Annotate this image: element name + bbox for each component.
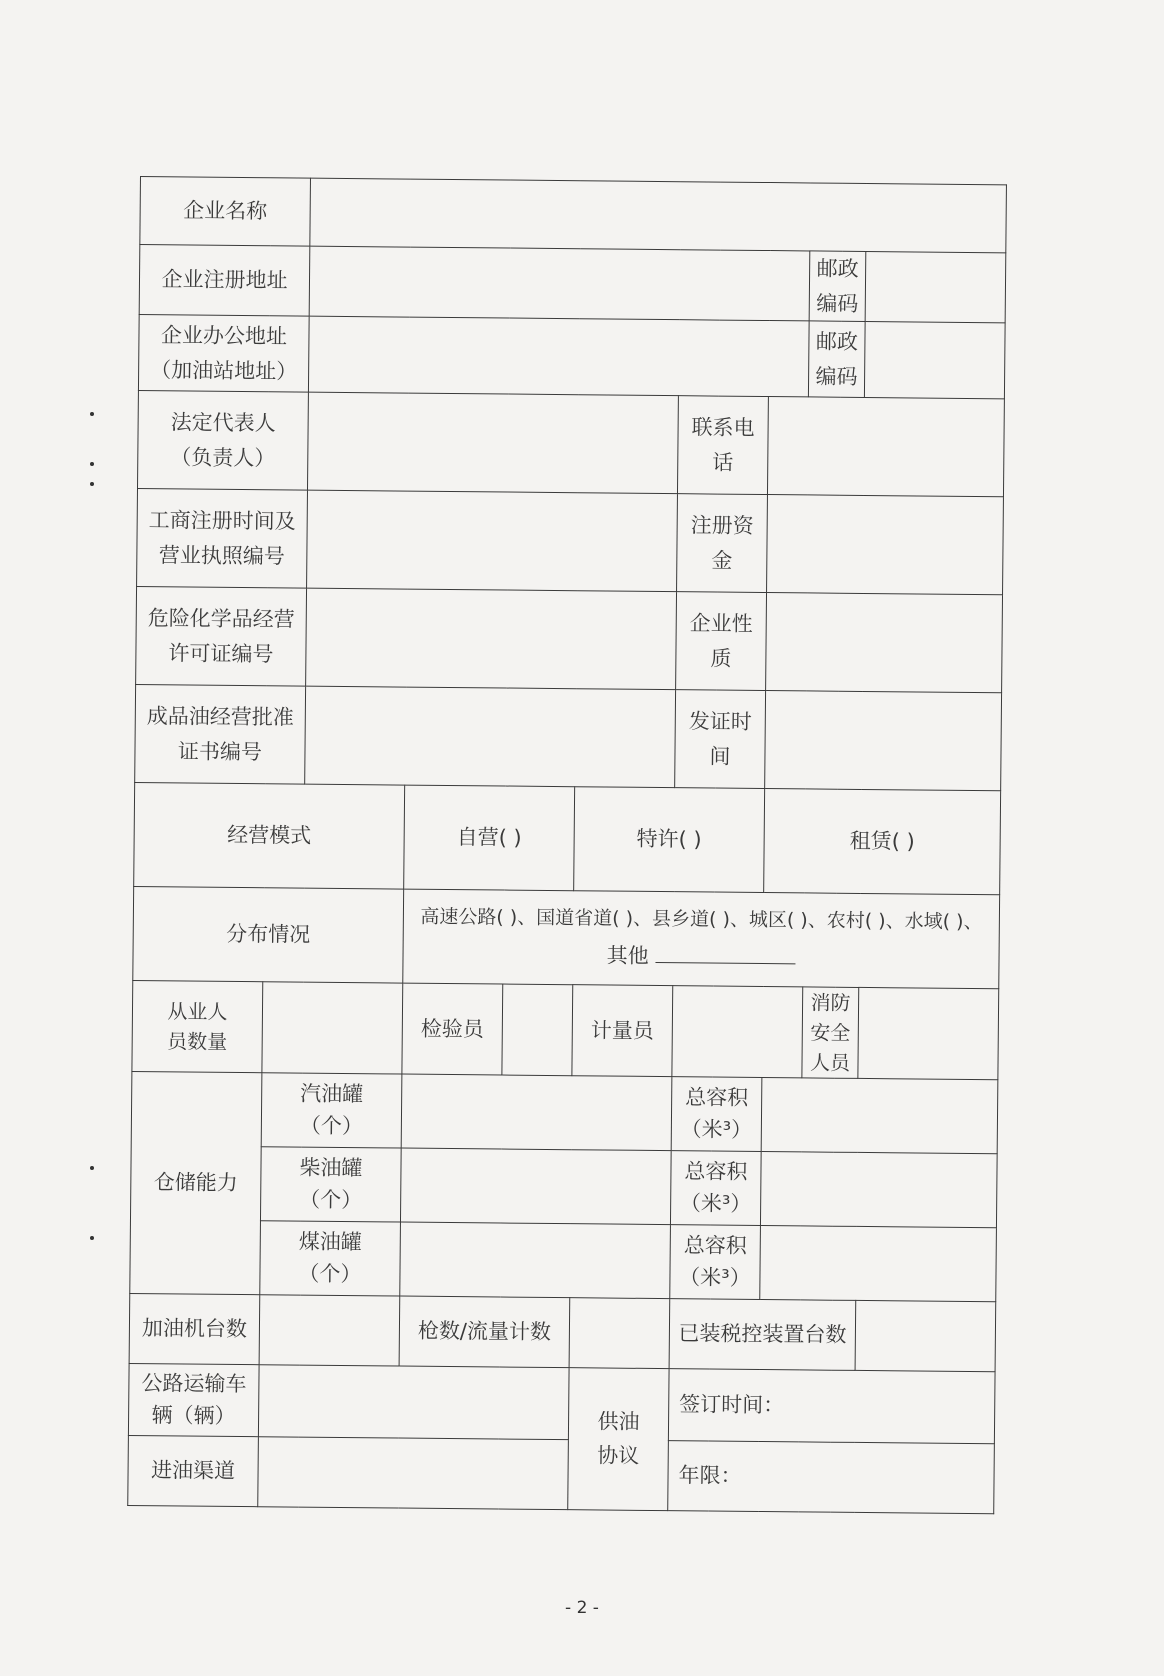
row-storage-kerosene — [130, 1220, 997, 1302]
field-gasoline-volume[interactable] — [761, 1078, 998, 1154]
field-contact-phone[interactable] — [767, 397, 1004, 497]
label-oil-cert — [135, 685, 306, 785]
field-kerosene-volume[interactable] — [760, 1226, 997, 1302]
label-dispensers: 加油机台数 — [129, 1294, 260, 1365]
field-distribution[interactable] — [403, 889, 1000, 989]
label-legal-rep — [137, 391, 308, 491]
label-kerosene-tank — [260, 1221, 401, 1296]
row-office-address — [138, 315, 1005, 399]
label-diesel-volume-unit: （米³） — [679, 1191, 752, 1216]
label-kerosene-volume — [670, 1225, 761, 1300]
label-oil-cert-line1: 成品油经营批准 — [146, 704, 294, 730]
label-vehicles-line2: 辆（辆） — [151, 1402, 236, 1428]
row-legal-rep — [137, 391, 1004, 497]
row-reg-address — [139, 245, 1006, 324]
field-hazchem[interactable] — [306, 588, 677, 690]
scan-mark — [90, 462, 94, 466]
field-reg-address[interactable] — [309, 246, 810, 321]
row-distribution — [133, 887, 1000, 989]
label-oil-channel: 进油渠道 — [128, 1436, 259, 1507]
label-office-address-line1: 企业办公地址 — [160, 323, 288, 349]
label-diesel-volume-name: 总容积 — [684, 1159, 748, 1185]
label-supply-line2: 协议 — [597, 1443, 640, 1468]
label-office-address-line2: （加油站地址） — [150, 357, 298, 384]
field-term[interactable]: 年限： — [668, 1441, 995, 1514]
field-postcode[interactable] — [865, 251, 1006, 323]
scan-mark — [90, 1236, 94, 1240]
label-mode: 经营模式 — [134, 783, 405, 890]
label-gasoline-tank-name: 汽油罐 — [300, 1081, 364, 1107]
field-office-address[interactable] — [308, 316, 809, 397]
label-gasoline-volume-unit: （米³） — [680, 1117, 753, 1142]
label-gasoline-tank — [261, 1073, 402, 1148]
field-postcode-2[interactable] — [864, 322, 1005, 399]
label-reg-capital: 注册资金 — [677, 494, 768, 593]
label-gasoline-volume — [671, 1077, 762, 1152]
label-inspector: 检验员 — [402, 983, 503, 1075]
label-enterprise-nature: 企业性质 — [676, 592, 767, 691]
label-fire-safety-line2: 人员 — [809, 1050, 851, 1076]
label-issue-date: 发证时间 — [675, 690, 766, 789]
row-mode — [134, 783, 1001, 895]
label-diesel-tank-name: 柴油罐 — [299, 1155, 363, 1181]
label-staff-line1: 从业人 — [167, 999, 228, 1025]
row-storage-gasoline — [131, 1072, 998, 1154]
label-postcode-2: 邮政编码 — [808, 321, 865, 398]
row-staff — [132, 981, 999, 1080]
label-distribution: 分布情况 — [133, 887, 404, 984]
label-fire-safety — [802, 987, 859, 1079]
field-gasoline-tank[interactable] — [401, 1074, 672, 1151]
label-hazchem-line1: 危险化学品经营 — [147, 606, 295, 632]
field-company-name[interactable] — [310, 178, 1007, 253]
row-company-name — [140, 177, 1007, 253]
label-postcode: 邮政编码 — [809, 251, 866, 322]
label-reg-address: 企业注册地址 — [139, 245, 310, 317]
row-vehicles — [128, 1364, 995, 1444]
option-mode-lease[interactable]: 租赁( ) — [764, 789, 1001, 895]
label-tax-devices: 已装税控装置台数 — [669, 1299, 856, 1371]
option-mode-self[interactable]: 自营( ) — [404, 785, 575, 891]
row-hazchem — [136, 587, 1003, 693]
field-inspector[interactable] — [502, 984, 573, 1076]
label-hazchem-line2: 许可证编号 — [168, 641, 274, 667]
field-vehicles[interactable] — [258, 1365, 569, 1440]
field-staff[interactable] — [262, 982, 403, 1074]
label-diesel-tank-unit: （个） — [299, 1187, 363, 1212]
distribution-other-label: 其他 — [606, 943, 649, 968]
label-reg-time-line1: 工商注册时间及 — [148, 508, 296, 534]
label-hazchem — [136, 587, 307, 687]
label-storage: 仓储能力 — [130, 1072, 262, 1295]
label-diesel-tank — [260, 1147, 401, 1222]
field-issue-date[interactable] — [765, 691, 1002, 791]
scan-mark — [90, 1166, 94, 1170]
field-oil-channel[interactable] — [258, 1437, 569, 1510]
label-legal-rep-line2: （负责人） — [170, 445, 276, 471]
scan-mark — [90, 482, 94, 486]
registration-form-table — [127, 176, 1007, 1515]
option-mode-franchise[interactable]: 特许( ) — [574, 787, 765, 893]
field-reg-capital[interactable] — [767, 495, 1004, 595]
distribution-options: 高速公路( )、国道省道( )、县乡道( )、城区( )、农村( )、水域( )、 — [420, 905, 983, 933]
scan-mark — [90, 412, 94, 416]
field-diesel-tank[interactable] — [400, 1148, 671, 1225]
field-dispensers[interactable] — [259, 1295, 400, 1366]
label-metrologist: 计量员 — [572, 985, 673, 1077]
field-sign-time[interactable]: 签订时间： — [668, 1369, 995, 1444]
row-oil-channel — [128, 1436, 995, 1514]
label-vehicles-line1: 公路运输车 — [141, 1371, 247, 1397]
field-reg-time[interactable] — [307, 490, 678, 592]
label-company-name: 企业名称 — [140, 177, 311, 247]
label-vehicles — [128, 1364, 259, 1437]
label-fire-safety-line1: 消防安全 — [810, 990, 851, 1046]
field-tax-devices[interactable] — [855, 1301, 996, 1372]
label-supply-agreement — [568, 1368, 669, 1511]
label-supply-line1: 供油 — [597, 1409, 640, 1435]
row-dispensers — [129, 1294, 996, 1372]
label-kerosene-tank-name: 煤油罐 — [298, 1229, 362, 1255]
field-legal-rep[interactable] — [307, 392, 678, 494]
label-reg-time-line2: 营业执照编号 — [158, 542, 285, 569]
label-gasoline-volume-name: 总容积 — [685, 1085, 749, 1111]
field-metrologist[interactable] — [672, 986, 803, 1078]
distribution-other — [411, 935, 990, 980]
row-oil-cert — [135, 685, 1002, 791]
page-number: - 2 - — [565, 1598, 599, 1618]
label-diesel-volume — [670, 1151, 761, 1226]
distribution-other-blank[interactable] — [655, 944, 795, 964]
label-reg-time — [137, 489, 308, 589]
field-nozzles[interactable] — [569, 1298, 670, 1369]
label-gasoline-tank-unit: （个） — [299, 1113, 364, 1138]
label-contact-phone: 联系电话 — [677, 396, 768, 495]
field-kerosene-tank[interactable] — [400, 1222, 671, 1299]
row-storage-diesel — [130, 1146, 997, 1228]
label-oil-cert-line2: 证书编号 — [177, 739, 263, 764]
label-nozzles: 枪数/流量计数 — [399, 1296, 570, 1368]
row-reg-time — [137, 489, 1004, 595]
label-kerosene-volume-name: 总容积 — [683, 1233, 747, 1259]
field-diesel-volume[interactable] — [760, 1152, 997, 1228]
label-kerosene-tank-unit: （个） — [298, 1261, 362, 1286]
field-enterprise-nature[interactable] — [766, 593, 1003, 693]
field-oil-cert[interactable] — [305, 686, 676, 788]
field-fire-safety[interactable] — [858, 988, 999, 1080]
label-staff-line2: 员数量 — [167, 1029, 228, 1055]
label-legal-rep-line1: 法定代表人 — [170, 410, 276, 436]
label-office-address — [138, 315, 309, 393]
label-staff — [132, 981, 263, 1073]
label-kerosene-volume-unit: （米³） — [679, 1265, 751, 1290]
